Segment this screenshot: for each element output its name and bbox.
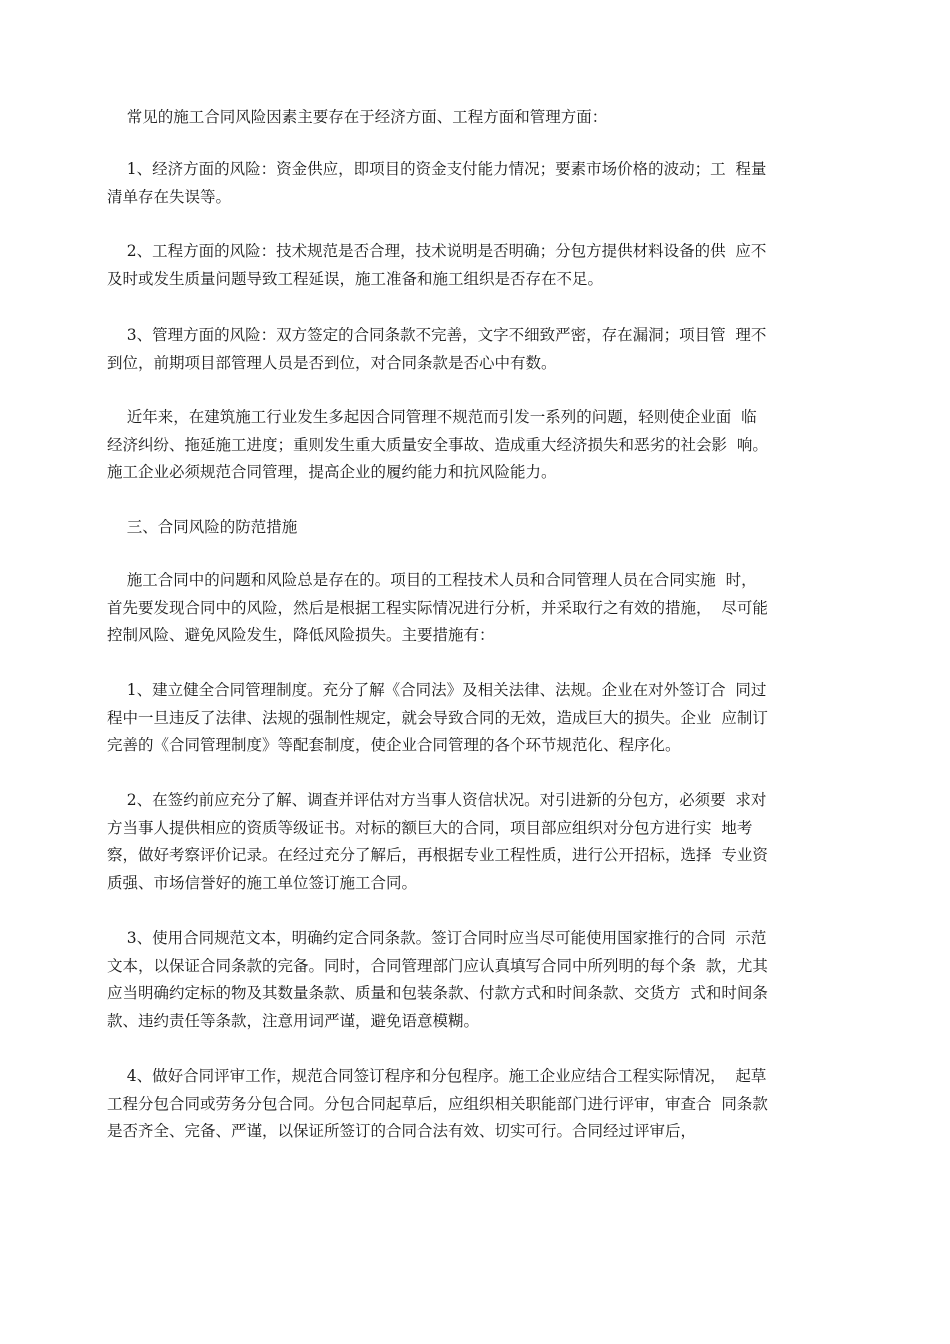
paragraph-measure-1: 1、建立健全合同管理制度。充分了解《合同法》及相关法律、法规。企业在对外签订合 同过 程中一旦违反了法律、法规的强制性规定，就会导致合同的无效，造成巨大的损失。企业 应制订 完善的《合同管理制度》等配套制度，使企业合同管理的各个环节规范化、程序化。 [107,681,768,754]
paragraph-measure-2: 2、在签约前应充分了解、调查并评估对方当事人资信状况。对引进新的分包方，必须要 求对 方当事人提供相应的资质等级证书。对标的额巨大的合同，项目部应组织对分包方进行实 地考 察，做好考察评价记录。在经过充分了解后，再根据专业工程性质，进行公开招标，选择 专业资 质强、市场信誉好的施工单位签订施工合同。 [107,791,768,892]
paragraph-economic-risk: 1、经济方面的风险：资金供应，即项目的资金支付能力情况；要素市场价格的波动；工 程量 清单存在失误等。 [107,160,767,206]
paragraph-measure-3: 3、使用合同规范文本，明确约定合同条款。签订合同时应当尽可能使用国家推行的合同 示范 文本，以保证合同条款的完备。同时，合同管理部门应认真填写合同中所列明的每个条 款，尤其 应当明确约定标的物及其数量条款、质量和包装条款、付款方式和时间条款、交货方 式和时间条 款、违约责任等条款，注意用词严谨，避免语意模糊。 [107,929,768,1030]
paragraph-intro: 常见的施工合同风险因素主要存在于经济方面、工程方面和管理方面： [107,108,608,126]
paragraph-management-risk: 3、管理方面的风险：双方签定的合同条款不完善，文字不细致严密，存在漏洞；项目管 理不 到位，前期项目部管理人员是否到位，对合同条款是否心中有数。 [107,326,767,372]
section-heading-prevention: 三、合同风险的防范措施 [107,518,298,536]
paragraph-measure-4: 4、做好合同评审工作，规范合同签订程序和分包程序。施工企业应结合工程实际情况， 起草 工程分包合同或劳务分包合同。分包合同起草后，应组织相关职能部门进行评审，审查合 同条款 是否齐全、完备、严谨，以保证所签订的合同合法有效、切实可行。合同经过评审后， [107,1067,768,1140]
paragraph-engineering-risk: 2、工程方面的风险：技术规范是否合理，技术说明是否明确；分包方提供材料设备的供 应不 及时或发生质量问题导致工程延误，施工准备和施工组织是否存在不足。 [107,242,767,288]
paragraph-prevention-intro: 施工合同中的问题和风险总是存在的。项目的工程技术人员和合同管理人员在合同实施 时， 首先要发现合同中的风险，然后是根据工程实际情况进行分析，并采取行之有效的措施， 尽可能 控制风险、避免风险发生，降低风险损失。主要措施有： [107,571,768,644]
paragraph-recent-years: 近年来，在建筑施工行业发生多起因合同管理不规范而引发一系列的问题，轻则使企业面 临 经济纠纷、拖延施工进度；重则发生重大质量安全事故、造成重大经济损失和恶劣的社会影 响。 施工企业必须规范合同管理，提高企业的履约能力和抗风险能力。 [107,408,768,481]
